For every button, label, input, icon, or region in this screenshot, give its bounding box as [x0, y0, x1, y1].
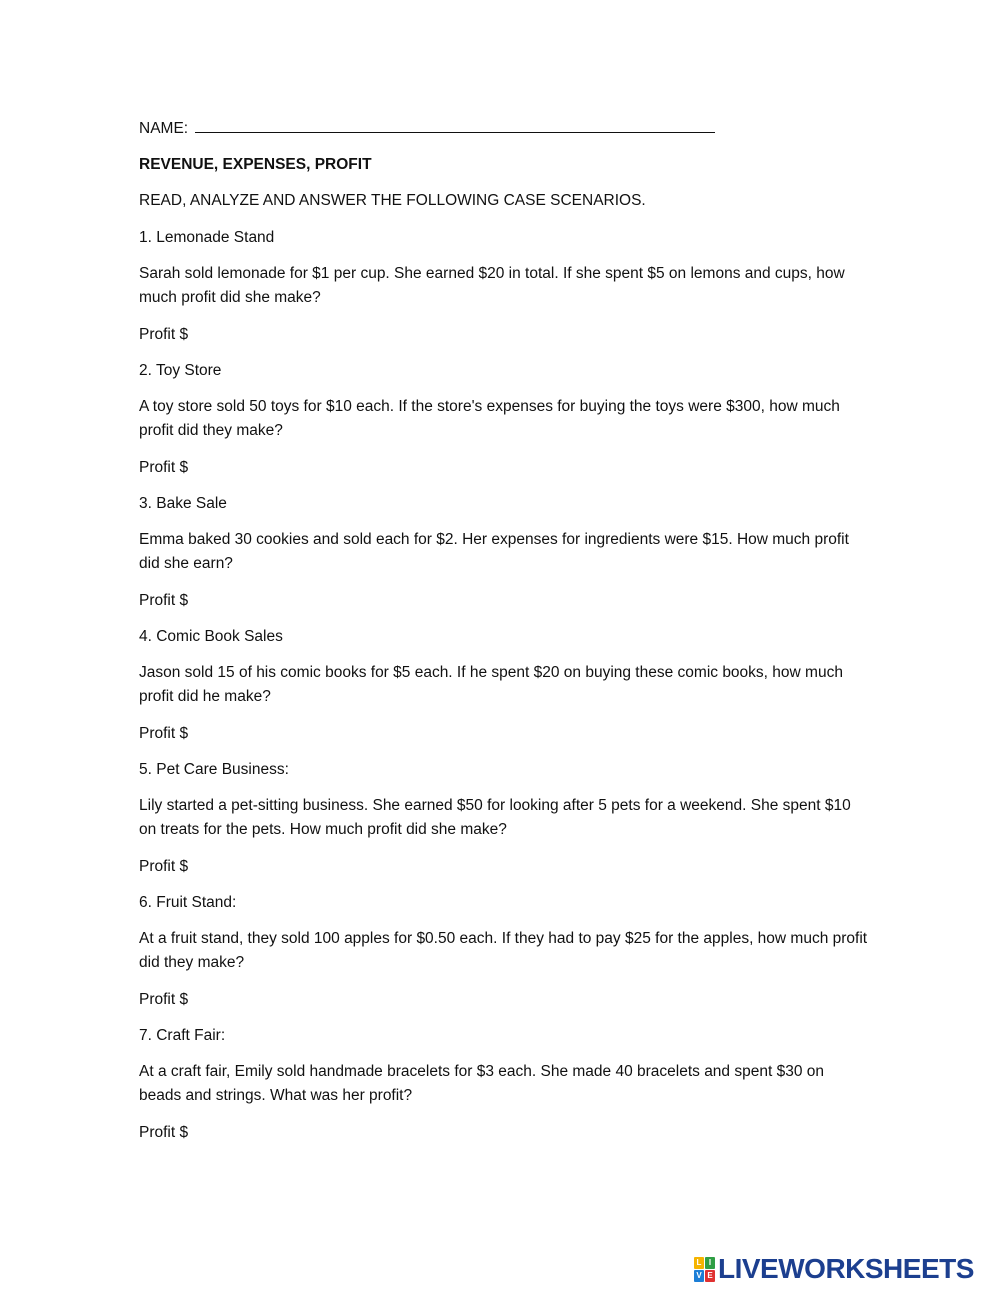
profit-answer-label: Profit $ — [139, 991, 189, 1008]
problem-heading: 5. Pet Care Business: — [139, 761, 289, 778]
problem-5 — [139, 758, 869, 879]
logo-mark-tile: E — [705, 1270, 715, 1282]
problem-6 — [139, 891, 869, 1012]
problem-text: Sarah sold lemonade for $1 per cup. She earned $20 in total. If she spent $5 on lemons and cups, how much profit did she make? — [139, 265, 845, 306]
profit-answer-label: Profit $ — [139, 459, 189, 476]
worksheet-title: REVENUE, EXPENSES, PROFIT — [139, 156, 372, 173]
problem-heading: 3. Bake Sale — [139, 495, 227, 512]
problem-text: Emma baked 30 cookies and sold each for $2. Her expenses for ingredients were $15. How much profit did she earn? — [139, 531, 849, 572]
profit-answer-label: Profit $ — [139, 725, 189, 742]
profit-answer-label: Profit $ — [139, 858, 189, 875]
problem-text: At a fruit stand, they sold 100 apples for $0.50 each. If they had to pay $25 for the apples, how much profit did they make? — [139, 930, 868, 971]
problem-3 — [139, 492, 869, 613]
logo-mark-tile: I — [705, 1257, 715, 1269]
name-line — [139, 116, 869, 141]
problem-heading: 7. Craft Fair: — [139, 1027, 226, 1044]
problem-heading: 4. Comic Book Sales — [139, 628, 283, 645]
name-blank[interactable] — [195, 116, 715, 133]
liveworksheets-logo-mark-icon — [694, 1257, 715, 1282]
profit-answer-label: Profit $ — [139, 592, 189, 609]
worksheet — [139, 116, 869, 1157]
problem-4 — [139, 625, 869, 746]
liveworksheets-logo — [694, 1253, 974, 1284]
problem-heading: 1. Lemonade Stand — [139, 229, 275, 246]
problem-text: At a craft fair, Emily sold handmade bracelets for $3 each. She made 40 bracelets and spent $30 on beads and strings. What was her profit? — [139, 1063, 824, 1104]
problem-text: Lily started a pet-sitting business. She earned $50 for looking after 5 pets for a weekend. She spent $10 on treats for the pets. How much profit did she make? — [139, 797, 851, 838]
logo-mark-tile: L — [694, 1257, 704, 1269]
logo-mark-tile: V — [694, 1270, 704, 1282]
problem-heading: 2. Toy Store — [139, 362, 222, 379]
problem-1 — [139, 226, 869, 347]
instructions: READ, ANALYZE AND ANSWER THE FOLLOWING CASE SCENARIOS. — [139, 192, 646, 209]
problem-text: Jason sold 15 of his comic books for $5 each. If he spent $20 on buying these comic books, how much profit did he make? — [139, 664, 843, 705]
problem-2 — [139, 359, 869, 480]
name-label: NAME: — [139, 120, 189, 137]
problem-heading: 6. Fruit Stand: — [139, 894, 237, 911]
problem-text: A toy store sold 50 toys for $10 each. If the store's expenses for buying the toys were $300, how much profit did they make? — [139, 398, 840, 439]
problem-7 — [139, 1024, 869, 1145]
logo-text: LIVEWORKSHEETS — [718, 1253, 974, 1284]
profit-answer-label: Profit $ — [139, 326, 189, 343]
profit-answer-label: Profit $ — [139, 1124, 189, 1141]
